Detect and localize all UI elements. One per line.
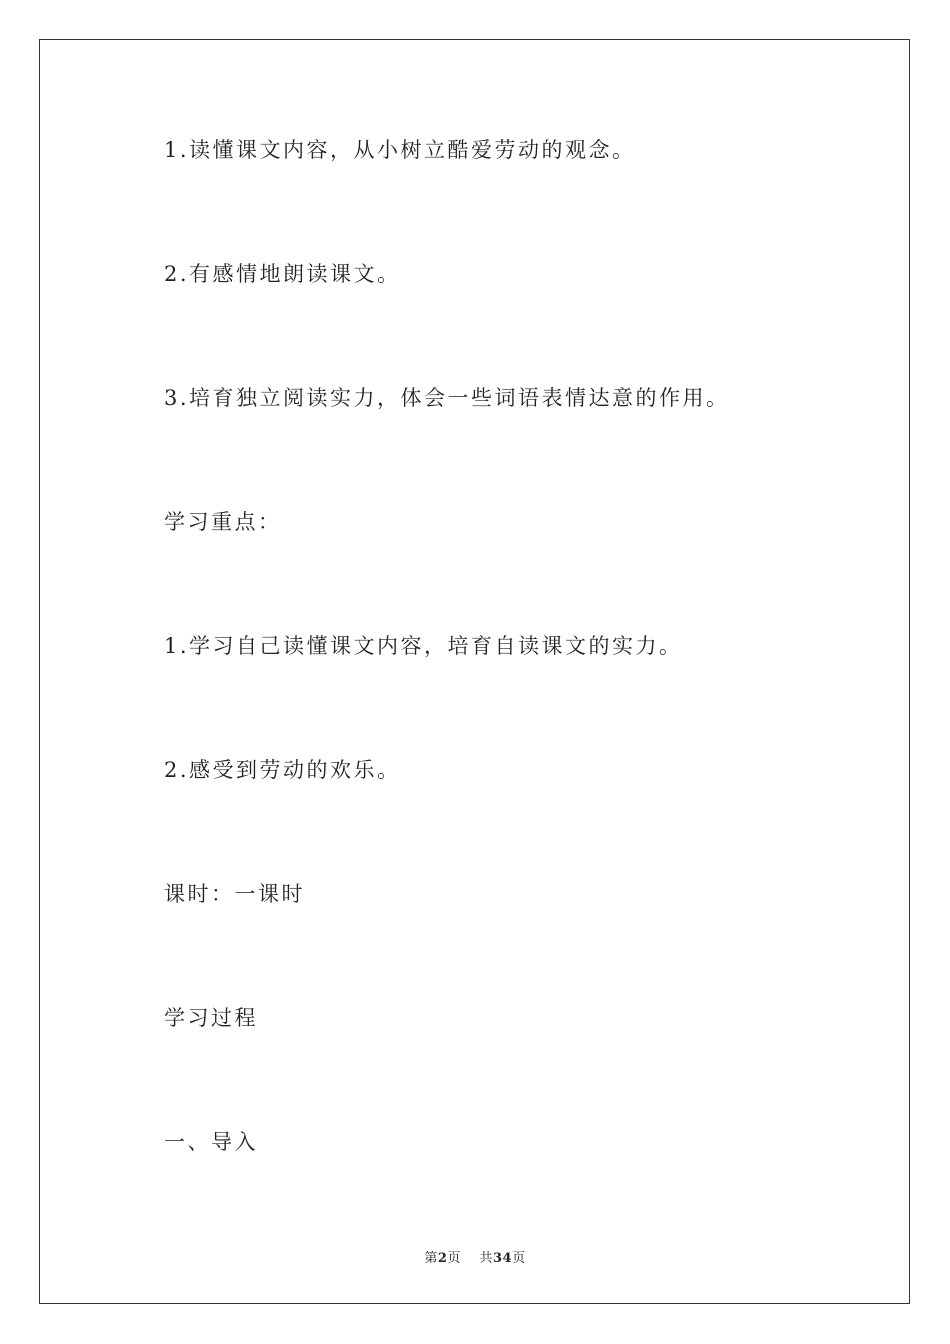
section-introduction: 一、导入 [164, 1130, 258, 1154]
footer-prefix: 第 [424, 1251, 438, 1266]
objective-2: 2.有感情地朗读课文。 [164, 262, 401, 286]
key-points-heading: 学习重点： [164, 510, 282, 534]
page-frame [39, 39, 910, 1304]
current-page-number: 2 [437, 1251, 448, 1266]
footer-total-prefix: 共 [479, 1251, 493, 1266]
objective-3: 3.培育独立阅读实力，体会一些词语表情达意的作用。 [164, 386, 730, 410]
total-pages-number: 34 [493, 1251, 513, 1266]
class-hours: 课时：一课时 [164, 882, 305, 906]
page-footer [0, 1247, 950, 1266]
learning-process-heading: 学习过程 [164, 1006, 258, 1030]
objective-1: 1.读懂课文内容，从小树立酷爱劳动的观念。 [164, 138, 636, 162]
key-point-2: 2.感受到劳动的欢乐。 [164, 758, 401, 782]
key-point-1: 1.学习自己读懂课文内容，培育自读课文的实力。 [164, 634, 683, 658]
footer-page-unit: 页 [447, 1251, 461, 1266]
footer-total-unit: 页 [512, 1251, 526, 1266]
